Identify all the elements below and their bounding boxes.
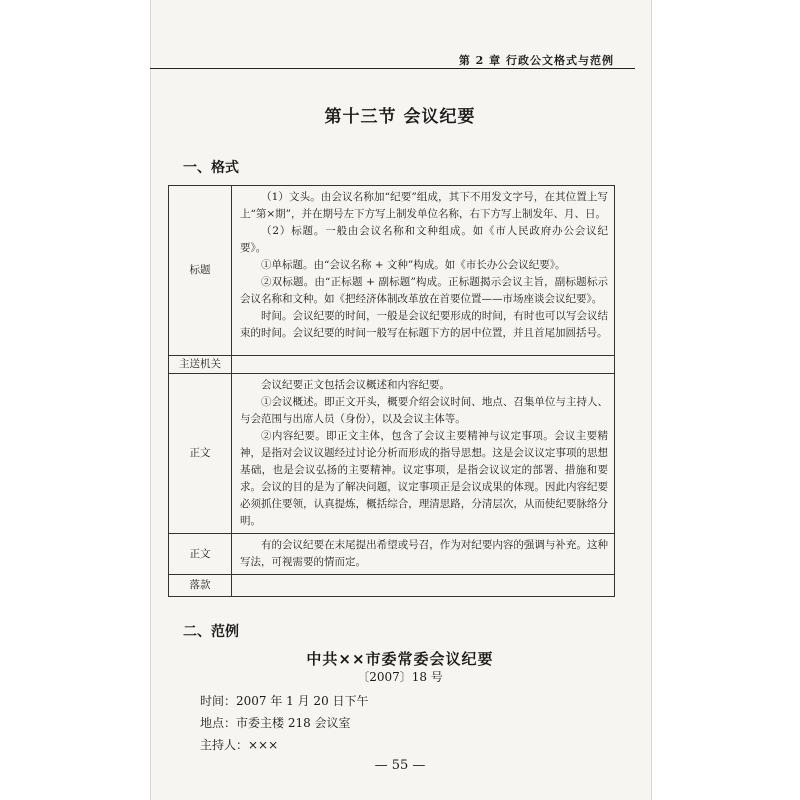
table-row [169,186,615,356]
paragraph: ②双标题。由“正标题 + 副标题”构成。正标题揭示会议主旨，副标题标示会议名称和文种。如《把经济体制改革放在首要位置——市场座谈会议纪要》。 [240,276,608,305]
page-number: — 55 — [374,758,426,773]
paragraph: ②内容纪要。即正文主体，包含了会议主要精神与议定事项。会议主要精神，是指对会议议题经过讨论分析而形成的指导思想。这是会议议定事项的思想基础，也是会议弘扬的主要精神。议定事项，是指会议议定的部署、措施和要求。会议的目的是为了解决问题，议定事项正是会议成果的体现。因此内容纪要必须抓住要领，认真提炼，概括综合，理清思路，分清层次，从而使纪要脉络分明。 [240,430,608,527]
example-title: 中共××市委常委会议纪要 [306,650,494,668]
row-label: 落款 [169,575,232,597]
row-content [232,356,615,374]
meeting-host: 主持人：××× [200,738,279,752]
row-content [232,374,615,534]
paragraph: 时间。会议纪要的时间，一般是会议纪要形成的时间，有时也可以写会议结束的时间。会议纪要的时间一般写在标题下方的居中位置，并且首尾加圆括号。 [240,310,608,339]
paragraph: ①单标题。由“会议名称 + 文种”构成。如《市长办公会议纪要》。 [261,259,566,271]
meeting-place: 地点：市委主楼 218 会议室 [200,716,351,730]
row-label: 正文 [169,534,232,575]
table-row [169,534,615,575]
table-row [169,575,615,597]
document-number: 〔2007〕18 号 [357,670,443,684]
row-content [232,186,615,356]
header-rule [150,68,635,69]
row-content [232,534,615,575]
section-title: 第十三节 会议纪要 [324,107,476,127]
table-row [169,356,615,374]
table-row [169,374,615,534]
paragraph: （2）标题。一般由会议名称和文种组成。如《市人民政府办公会议纪要》。 [240,225,608,254]
paragraph: （1）文头。由会议名称加“纪要”组成，其下不用发文字号，在其位置上写上“第×期”，并在期号左下方写上制发单位名称，右下方写上制发年、月、日。 [240,191,608,220]
running-header: 第 2 章 行政公文格式与范例 [458,54,614,67]
paragraph: ①会议概述。即正文开头，概要介绍会议时间、地点、召集单位与主持人、与会范围与出席人员（身份），以及会议主体等。 [240,396,608,425]
row-content [232,575,615,597]
paragraph: 会议纪要正文包括会议概述和内容纪要。 [261,379,450,391]
format-table [168,185,615,597]
meeting-time: 时间：2007 年 1 月 20 日下午 [200,694,369,708]
row-label: 正文 [169,374,232,534]
paragraph: 有的会议纪要在末尾提出希望或号召，作为对纪要内容的强调与补充。这种写法，可视需要的情而定。 [240,539,608,568]
example-heading: 二、范例 [183,624,239,640]
format-heading: 一、格式 [183,160,239,176]
row-label: 标题 [169,186,232,356]
row-label: 主送机关 [169,356,232,374]
